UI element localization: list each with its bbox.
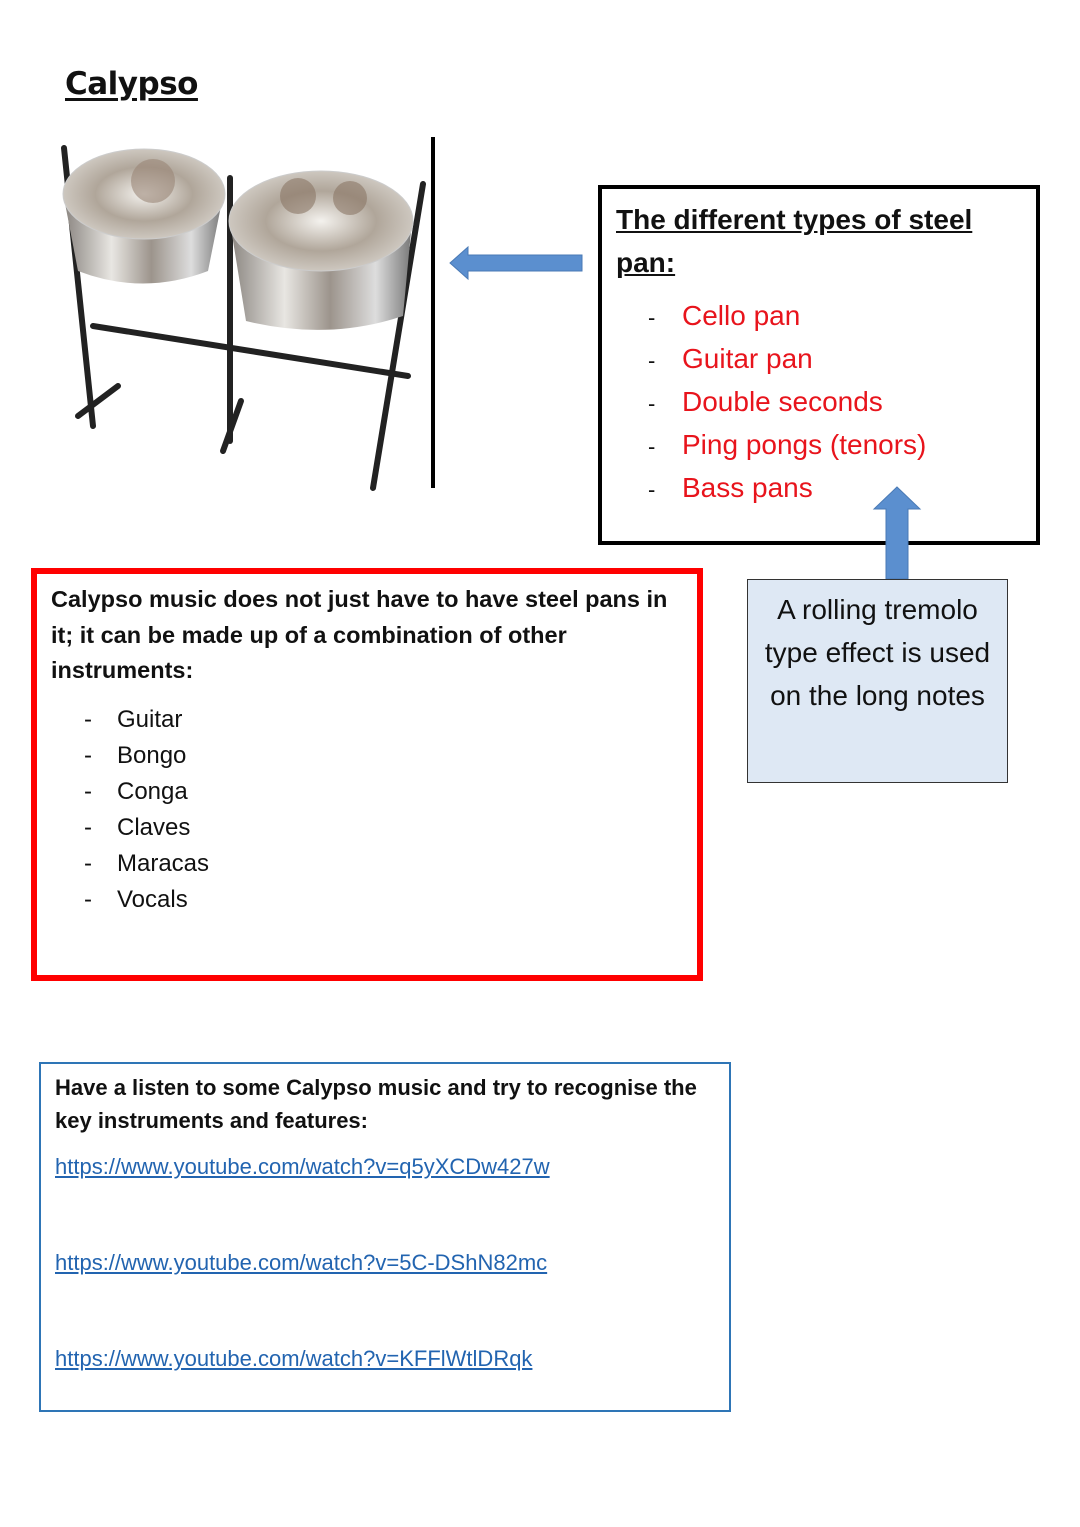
bullet: -	[84, 742, 92, 769]
listen-intro: Have a listen to some Calypso music and try to recognise the key instruments and features:	[55, 1075, 697, 1133]
tremolo-note-box: A rolling tremolo type effect is used on the long notes	[747, 579, 1008, 783]
page-title: Calypso	[65, 66, 198, 102]
list-item-label: Maracas	[117, 850, 210, 877]
bullet: -	[84, 778, 92, 805]
bullet: -	[648, 390, 656, 416]
list-item	[84, 706, 182, 734]
other-instruments-intro: Calypso music does not just have to have steel pans in it; it can be made up of a combination of other instruments:	[51, 586, 668, 683]
list-item-label: Guitar	[117, 706, 183, 733]
list-item-label: Conga	[117, 778, 188, 805]
list-item-label: Vocals	[117, 886, 188, 913]
steel-pan-left	[63, 149, 225, 284]
arrow-left-icon	[448, 245, 586, 281]
bullet: -	[648, 433, 656, 459]
list-item	[648, 386, 883, 418]
arrow-up-icon	[870, 485, 924, 580]
bullet: -	[84, 706, 92, 733]
list-item	[84, 742, 186, 770]
list-item-label: Bass pans	[682, 472, 813, 503]
youtube-link-3[interactable]: https://www.youtube.com/watch?v=KFFlWtlDRqk	[55, 1346, 533, 1371]
list-item-label: Claves	[117, 814, 191, 841]
list-item	[84, 886, 188, 914]
list-item-label: Bongo	[117, 742, 187, 769]
steel-pan-image	[58, 136, 438, 492]
list-item	[84, 778, 188, 806]
bullet: -	[84, 850, 92, 877]
list-item	[648, 429, 926, 461]
bullet: -	[648, 476, 656, 502]
bullet: -	[84, 886, 92, 913]
steel-pan-right	[229, 171, 413, 330]
divider-line	[431, 137, 435, 488]
list-item-label: Ping pongs (tenors)	[682, 429, 927, 460]
youtube-link-1[interactable]: https://www.youtube.com/watch?v=q5yXCDw427w	[55, 1154, 550, 1179]
list-item	[648, 472, 813, 504]
list-item-label: Guitar pan	[682, 343, 813, 374]
bullet: -	[648, 347, 656, 373]
bullet: -	[84, 814, 92, 841]
bullet: -	[648, 304, 656, 330]
list-item-label: Cello pan	[682, 300, 801, 331]
list-item	[84, 850, 209, 878]
steel-pan-types-title: The different types of steel pan:	[616, 204, 973, 278]
list-item	[84, 814, 190, 842]
youtube-link-2[interactable]: https://www.youtube.com/watch?v=5C-DShN82mc	[55, 1250, 548, 1275]
list-item	[648, 300, 800, 332]
list-item-label: Double seconds	[682, 386, 883, 417]
list-item	[648, 343, 813, 375]
